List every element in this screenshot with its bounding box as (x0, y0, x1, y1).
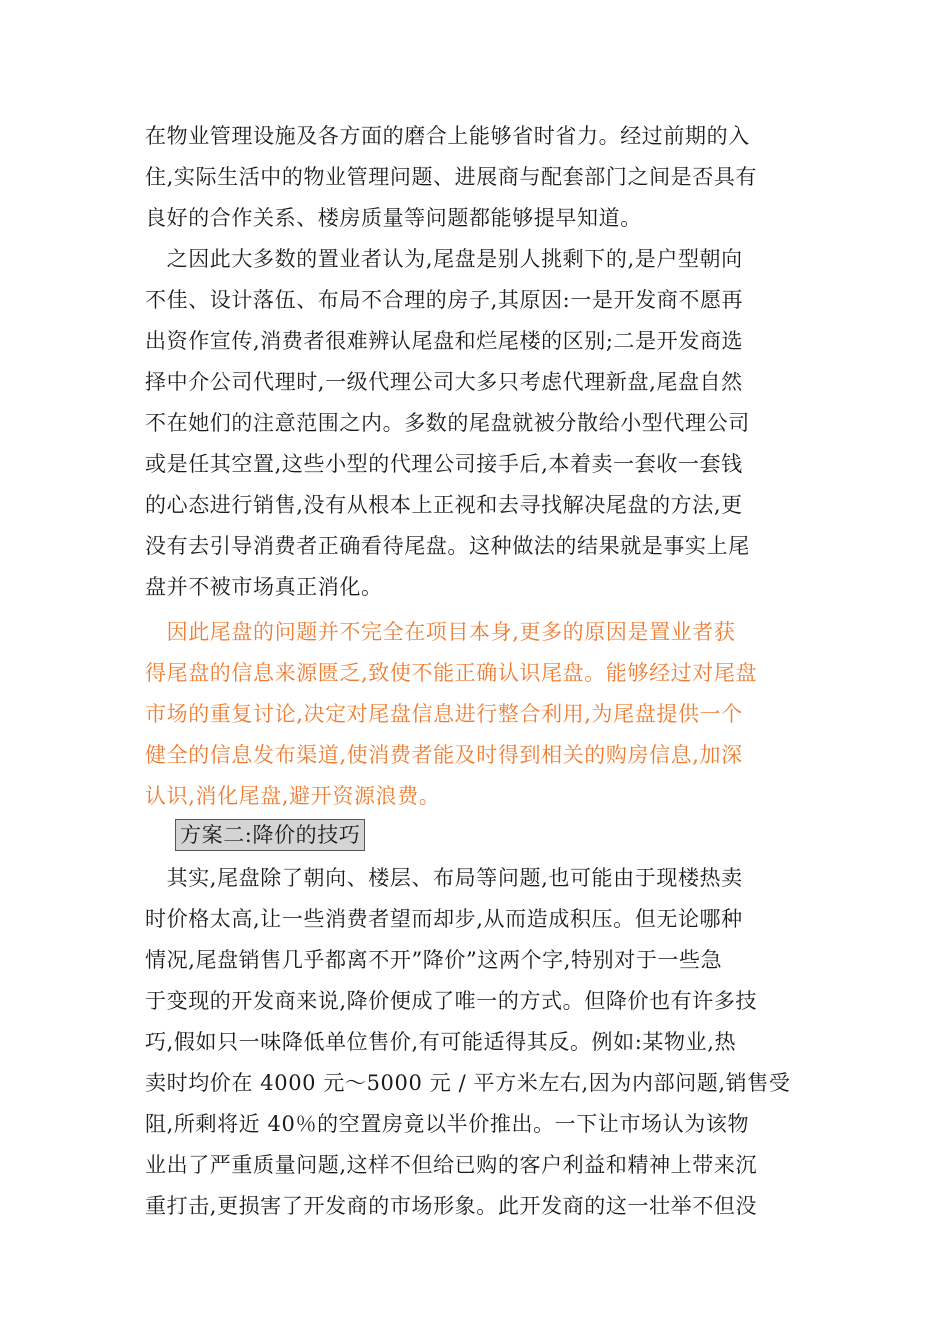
paragraph-line: 重打击,更损害了开发商的市场形象。此开发商的这一壮举不但没 (145, 1194, 758, 1218)
paragraph-line: 巧,假如只一味降低单位售价,有可能适得其反。例如:某物业,热 (145, 1030, 737, 1054)
paragraph-line: 情况,尾盘销售几乎都离不开”降价”这两个字,特别对于一些急 (145, 948, 723, 972)
paragraph-line: 或是任其空置,这些小型的代理公司接手后,本着卖一套收一套钱 (145, 452, 743, 476)
paragraph-line: 住,实际生活中的物业管理问题、进展商与配套部门之间是否具有 (145, 165, 758, 189)
section-heading: 方案二:降价的技巧 (175, 819, 365, 851)
paragraph-line: 没有去引导消费者正确看待尾盘。这种做法的结果就是事实上尾 (145, 534, 750, 558)
paragraph-line: 良好的合作关系、楼房质量等问题都能够提早知道。 (145, 206, 642, 230)
paragraph-4 (145, 858, 807, 1227)
paragraph-line: 不佳、设计落伍、布局不合理的房子,其原因:一是开发商不愿再 (145, 288, 744, 312)
highlighted-line: 认识,消化尾盘,避开资源浪费。 (145, 784, 441, 808)
paragraph-line: 择中介公司代理时,一级代理公司大多只考虑代理新盘,尾盘自然 (145, 370, 743, 394)
highlighted-line: 健全的信息发布渠道,使消费者能及时得到相关的购房信息,加深 (145, 743, 743, 767)
paragraph-line: 于变现的开发商来说,降价便成了唯一的方式。但降价也有许多技 (145, 989, 758, 1013)
highlighted-line: 市场的重复讨论,决定对尾盘信息进行整合利用,为尾盘提供一个 (145, 702, 743, 726)
paragraph-line: 不在她们的注意范围之内。多数的尾盘就被分散给小型代理公司 (145, 411, 750, 435)
paragraph-line: 其实,尾盘除了朝向、楼层、布局等问题,也可能由于现楼热卖 (145, 866, 743, 890)
paragraph-line: 盘并不被市场真正消化。 (145, 575, 383, 599)
paragraph-line: 阻,所剩将近 40％的空置房竟以半价推出。一下让市场认为该物 (145, 1112, 750, 1136)
paragraph-line: 时价格太高,让一些消费者望而却步,从而造成积压。但无论哪种 (145, 907, 743, 931)
paragraph-2 (145, 239, 807, 608)
paragraph-line: 业出了严重质量问题,这样不但给已购的客户利益和精神上带来沉 (145, 1153, 758, 1177)
paragraph-1 (145, 116, 807, 239)
highlighted-paragraph (145, 612, 807, 817)
highlighted-line: 得尾盘的信息来源匮乏,致使不能正确认识尾盘。能够经过对尾盘 (145, 661, 758, 685)
paragraph-line: 的心态进行销售,没有从根本上正视和去寻找解决尾盘的方法,更 (145, 493, 743, 517)
highlighted-line: 因此尾盘的问题并不完全在项目本身,更多的原因是置业者获 (145, 620, 736, 644)
paragraph-line: 之因此大多数的置业者认为,尾盘是别人挑剩下的,是户型朝向 (145, 247, 743, 271)
paragraph-line: 出资作宣传,消费者很难辨认尾盘和烂尾楼的区别;二是开发商选 (145, 329, 744, 353)
paragraph-line: 卖时均价在 4000 元～5000 元 / 平方米左右,因为内部问题,销售受 (145, 1071, 791, 1095)
paragraph-line: 在物业管理设施及各方面的磨合上能够省时省力。经过前期的入 (145, 124, 750, 148)
